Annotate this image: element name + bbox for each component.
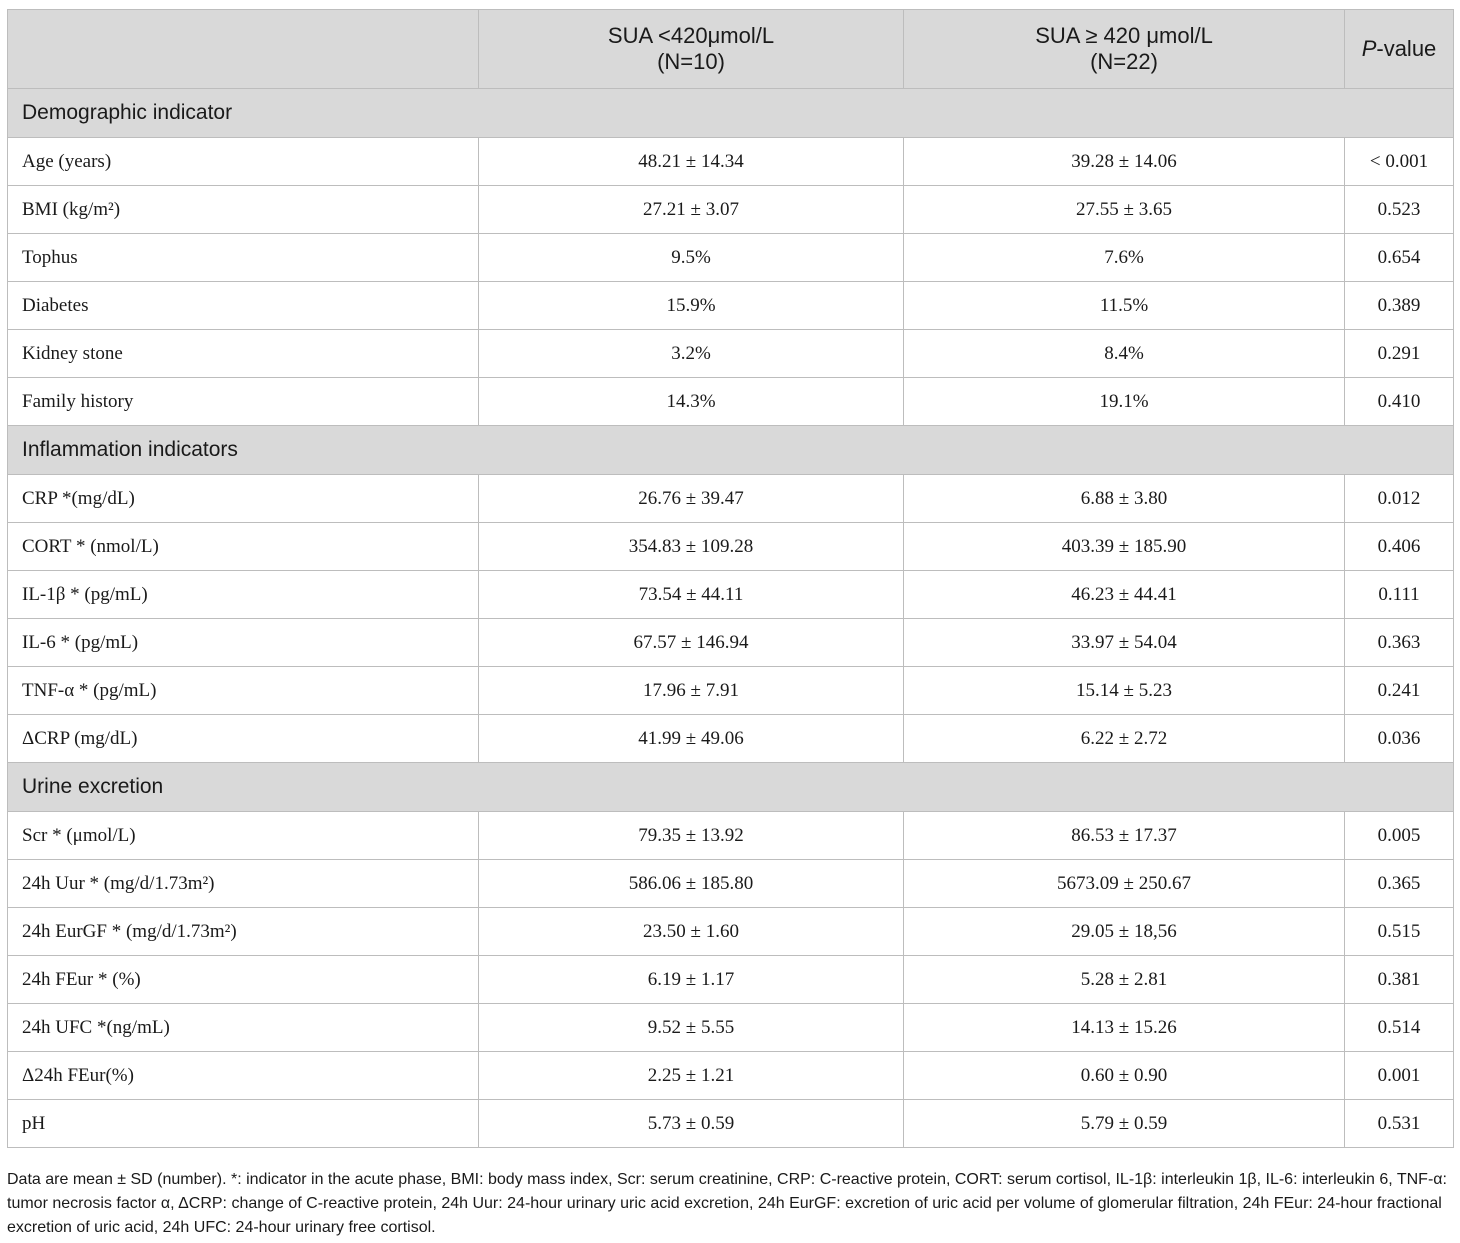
header-cell-label: [8, 10, 479, 89]
value-sua-high: 5.79 ± 0.59: [904, 1100, 1345, 1148]
table-row: [8, 138, 1454, 186]
p-value: 0.410: [1345, 378, 1454, 426]
value-sua-high: 403.39 ± 185.90: [904, 523, 1345, 571]
row-label: Family history: [8, 378, 479, 426]
value-sua-high: 46.23 ± 44.41: [904, 571, 1345, 619]
value-sua-low: 2.25 ± 1.21: [479, 1052, 904, 1100]
table-header: [8, 10, 1454, 89]
value-sua-low: 41.99 ± 49.06: [479, 715, 904, 763]
value-sua-low: 5.73 ± 0.59: [479, 1100, 904, 1148]
table-row: [8, 908, 1454, 956]
section-row: [8, 763, 1454, 812]
value-sua-low: 67.57 ± 146.94: [479, 619, 904, 667]
value-sua-high: 86.53 ± 17.37: [904, 812, 1345, 860]
section-title: Urine excretion: [8, 763, 1454, 812]
value-sua-high: 33.97 ± 54.04: [904, 619, 1345, 667]
p-value: 0.515: [1345, 908, 1454, 956]
header-sua-low-line2: (N=10): [657, 49, 725, 74]
value-sua-high: 7.6%: [904, 234, 1345, 282]
value-sua-low: 26.76 ± 39.47: [479, 475, 904, 523]
data-table-container: [7, 9, 1453, 1148]
row-label: Age (years): [8, 138, 479, 186]
p-value: 0.111: [1345, 571, 1454, 619]
header-cell-sua-high: [904, 10, 1345, 89]
header-sua-low-line1: SUA <420μmol/L: [607, 23, 775, 48]
header-p-italic: P: [1361, 36, 1377, 61]
table-row: [8, 571, 1454, 619]
p-value: 0.036: [1345, 715, 1454, 763]
row-label: IL-6 * (pg/mL): [8, 619, 479, 667]
p-value: 0.241: [1345, 667, 1454, 715]
value-sua-low: 9.5%: [479, 234, 904, 282]
value-sua-low: 354.83 ± 109.28: [479, 523, 904, 571]
value-sua-low: 3.2%: [479, 330, 904, 378]
value-sua-high: 29.05 ± 18,56: [904, 908, 1345, 956]
section-title: Inflammation indicators: [8, 426, 1454, 475]
value-sua-low: 73.54 ± 44.11: [479, 571, 904, 619]
row-label: 24h Uur * (mg/d/1.73m²): [8, 860, 479, 908]
header-sua-high-line2: (N=22): [1090, 49, 1158, 74]
row-label: 24h FEur * (%): [8, 956, 479, 1004]
value-sua-low: 586.06 ± 185.80: [479, 860, 904, 908]
value-sua-high: 6.22 ± 2.72: [904, 715, 1345, 763]
row-label: CRP *(mg/dL): [8, 475, 479, 523]
row-label: Δ24h FEur(%): [8, 1052, 479, 1100]
p-value: 0.365: [1345, 860, 1454, 908]
p-value: 0.523: [1345, 186, 1454, 234]
value-sua-low: 79.35 ± 13.92: [479, 812, 904, 860]
value-sua-low: 27.21 ± 3.07: [479, 186, 904, 234]
section-row: [8, 426, 1454, 475]
table-row: [8, 378, 1454, 426]
value-sua-high: 5673.09 ± 250.67: [904, 860, 1345, 908]
table-footnote: Data are mean ± SD (number). *: indicator in the acute phase, BMI: body mass index, Scr: serum creatinine, CRP: C-reactive protein, CORT: serum cortisol, IL-1β: interleukin 1β, IL-6: interleukin 6, TNF-α: tumor necrosis factor α, ΔCRP: change of C-reactive protein, 24h Uur: 24-hour urinary uric acid excretion, 24h EurGF: excretion of uric acid per volume of glomerular filtration, 24h FEur: 24-hour fractional excretion of uric acid, 24h UFC: 24-hour urinary free cortisol.: [7, 1171, 1447, 1236]
p-value: 0.389: [1345, 282, 1454, 330]
row-label: CORT * (nmol/L): [8, 523, 479, 571]
header-cell-sua-low: [479, 10, 904, 89]
p-value: 0.001: [1345, 1052, 1454, 1100]
p-value: 0.406: [1345, 523, 1454, 571]
value-sua-high: 27.55 ± 3.65: [904, 186, 1345, 234]
header-cell-p-value: [1345, 10, 1454, 89]
value-sua-low: 48.21 ± 14.34: [479, 138, 904, 186]
row-label: ΔCRP (mg/dL): [8, 715, 479, 763]
p-value: < 0.001: [1345, 138, 1454, 186]
row-label: TNF-α * (pg/mL): [8, 667, 479, 715]
header-p-rest: -value: [1376, 36, 1437, 61]
value-sua-high: 15.14 ± 5.23: [904, 667, 1345, 715]
value-sua-low: 14.3%: [479, 378, 904, 426]
value-sua-high: 5.28 ± 2.81: [904, 956, 1345, 1004]
row-label: 24h EurGF * (mg/d/1.73m²): [8, 908, 479, 956]
table-row: [8, 282, 1454, 330]
value-sua-high: 14.13 ± 15.26: [904, 1004, 1345, 1052]
row-label: Tophus: [8, 234, 479, 282]
table-row: [8, 667, 1454, 715]
value-sua-high: 39.28 ± 14.06: [904, 138, 1345, 186]
row-label: 24h UFC *(ng/mL): [8, 1004, 479, 1052]
value-sua-high: 11.5%: [904, 282, 1345, 330]
p-value: 0.514: [1345, 1004, 1454, 1052]
table-row: [8, 860, 1454, 908]
value-sua-high: 0.60 ± 0.90: [904, 1052, 1345, 1100]
table-row: [8, 330, 1454, 378]
value-sua-low: 15.9%: [479, 282, 904, 330]
value-sua-low: 17.96 ± 7.91: [479, 667, 904, 715]
row-label: BMI (kg/m²): [8, 186, 479, 234]
p-value: 0.531: [1345, 1100, 1454, 1148]
table-row: [8, 1052, 1454, 1100]
row-label: Kidney stone: [8, 330, 479, 378]
section-row: [8, 89, 1454, 138]
table-row: [8, 186, 1454, 234]
table-row: [8, 523, 1454, 571]
table-row: [8, 1100, 1454, 1148]
table-row: [8, 956, 1454, 1004]
table-row: [8, 619, 1454, 667]
p-value: 0.654: [1345, 234, 1454, 282]
value-sua-high: 6.88 ± 3.80: [904, 475, 1345, 523]
p-value: 0.363: [1345, 619, 1454, 667]
p-value: 0.005: [1345, 812, 1454, 860]
row-label: Scr * (μmol/L): [8, 812, 479, 860]
header-sua-high-line1: SUA ≥ 420 μmol/L: [1035, 23, 1213, 48]
table-body: [8, 89, 1454, 1148]
value-sua-high: 8.4%: [904, 330, 1345, 378]
row-label: IL-1β * (pg/mL): [8, 571, 479, 619]
table-row: [8, 1004, 1454, 1052]
value-sua-low: 6.19 ± 1.17: [479, 956, 904, 1004]
header-row: [8, 10, 1454, 89]
row-label: Diabetes: [8, 282, 479, 330]
table-row: [8, 812, 1454, 860]
p-value: 0.012: [1345, 475, 1454, 523]
table-row: [8, 234, 1454, 282]
p-value: 0.291: [1345, 330, 1454, 378]
p-value: 0.381: [1345, 956, 1454, 1004]
row-label: pH: [8, 1100, 479, 1148]
table-row: [8, 475, 1454, 523]
value-sua-high: 19.1%: [904, 378, 1345, 426]
data-table: [7, 9, 1454, 1148]
value-sua-low: 9.52 ± 5.55: [479, 1004, 904, 1052]
value-sua-low: 23.50 ± 1.60: [479, 908, 904, 956]
section-title: Demographic indicator: [8, 89, 1454, 138]
table-row: [8, 715, 1454, 763]
